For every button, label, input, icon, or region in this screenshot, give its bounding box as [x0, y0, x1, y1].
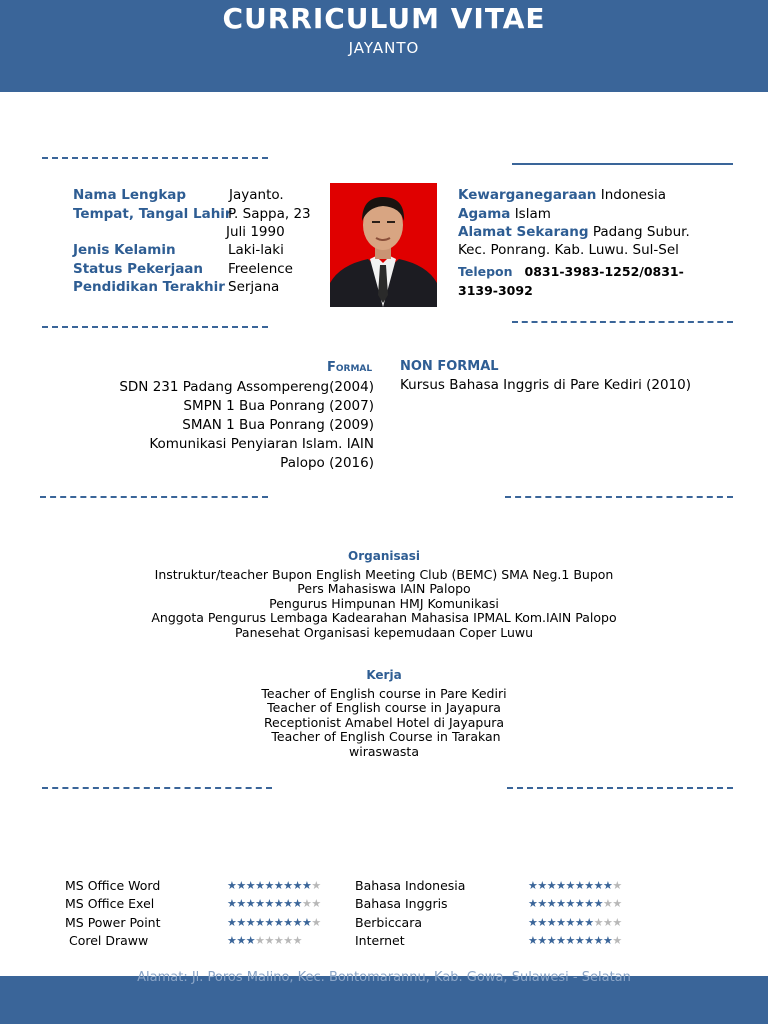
- star-filled-icon: ★: [283, 916, 293, 929]
- star-filled-icon: ★: [273, 916, 284, 929]
- star-filled-icon: ★: [593, 934, 603, 947]
- list-item: Pengurus Himpunan HMJ Komunikasi: [269, 595, 499, 611]
- star-empty-icon: ★: [612, 897, 622, 910]
- star-filled-icon: ★: [537, 879, 547, 892]
- list-item: SMAN 1 Bua Ponrang (2009): [182, 417, 374, 433]
- star-empty-icon: ★: [612, 879, 622, 892]
- footer-banner: [0, 970, 768, 1024]
- label-gender: Jenis Kelamin: [73, 242, 176, 258]
- star-empty-icon: ★: [311, 916, 321, 929]
- skill-name: Corel Draww: [65, 933, 149, 948]
- list-item: wiraswasta: [349, 743, 419, 759]
- nonformal-heading: NON FORMAL: [400, 359, 499, 374]
- star-filled-icon: ★: [302, 879, 312, 892]
- section-divider: [512, 163, 733, 165]
- star-empty-icon: ★: [593, 916, 603, 929]
- organisasi-section: [0, 549, 768, 641]
- star-filled-icon: ★: [283, 879, 293, 892]
- star-filled-icon: ★: [255, 879, 265, 892]
- header-banner: [0, 0, 768, 92]
- star-filled-icon: ★: [236, 879, 246, 892]
- star-filled-icon: ★: [584, 934, 594, 947]
- value-birth-date: Juli 1990: [226, 224, 285, 240]
- star-filled-icon: ★: [255, 897, 265, 910]
- list-item: Teacher of English course in Pare Kediri: [261, 685, 507, 701]
- list-item: Panesehat Organisasi kepemudaan Coper Luwu: [234, 624, 534, 640]
- star-filled-icon: ★: [565, 897, 575, 910]
- star-filled-icon: ★: [565, 879, 575, 892]
- star-empty-icon: ★: [264, 934, 274, 947]
- skill-name: MS Power Point: [65, 915, 161, 930]
- section-divider: [505, 496, 733, 498]
- star-filled-icon: ★: [292, 879, 302, 892]
- star-filled-icon: ★: [593, 897, 603, 910]
- star-empty-icon: ★: [311, 879, 321, 892]
- star-filled-icon: ★: [273, 879, 284, 892]
- list-item: Instruktur/teacher Bupon English Meeting Club (BEMC) SMA Neg.1 Bupon: [154, 566, 614, 582]
- star-filled-icon: ★: [556, 934, 566, 947]
- star-empty-icon: ★: [612, 934, 622, 947]
- star-filled-icon: ★: [227, 934, 237, 947]
- organisasi-heading: Organisasi: [348, 549, 420, 563]
- section-divider: [42, 787, 272, 789]
- star-filled-icon: ★: [546, 897, 557, 910]
- list-item: Komunikasi Penyiaran Islam. IAIN: [149, 436, 374, 452]
- skill-name: Berbiccara: [355, 915, 423, 930]
- star-empty-icon: ★: [311, 897, 321, 910]
- person-name: JAYANTO: [348, 39, 420, 57]
- section-divider: [507, 787, 733, 789]
- value-job-status: Freelence: [228, 261, 293, 277]
- value-full-name: Jayanto.: [229, 187, 284, 203]
- star-empty-icon: ★: [603, 897, 613, 910]
- list-item: Anggota Pengurus Lembaga Kadearahan Mahasisa IPMAL Kom.IAIN Palopo: [151, 610, 617, 626]
- star-filled-icon: ★: [283, 897, 293, 910]
- list-item: Pers Mahasiswa IAIN Palopo: [297, 581, 471, 597]
- star-filled-icon: ★: [556, 897, 566, 910]
- star-filled-icon: ★: [245, 879, 256, 892]
- label-full-name: Nama Lengkap: [73, 187, 187, 203]
- section-divider: [40, 496, 268, 498]
- skill-name: Bahasa Indonesia: [355, 878, 466, 893]
- label-address: Alamat Sekarang: [458, 224, 589, 240]
- star-filled-icon: ★: [273, 897, 284, 910]
- value-birth-place: P. Sappa, 23: [228, 206, 311, 222]
- rating-stars: [227, 916, 321, 929]
- star-filled-icon: ★: [245, 897, 256, 910]
- value-gender: Laki-laki: [228, 242, 284, 258]
- kerja-section: [0, 668, 768, 760]
- star-filled-icon: ★: [292, 897, 302, 910]
- star-filled-icon: ★: [603, 879, 613, 892]
- star-filled-icon: ★: [584, 916, 594, 929]
- star-filled-icon: ★: [245, 916, 256, 929]
- label-phone: Telepon: [458, 264, 513, 279]
- skill-name: Internet: [355, 933, 405, 948]
- star-empty-icon: ★: [612, 916, 622, 929]
- nationality-line: [458, 187, 666, 203]
- star-filled-icon: ★: [264, 916, 274, 929]
- star-empty-icon: ★: [302, 897, 312, 910]
- value-religion: Islam: [514, 206, 551, 222]
- star-filled-icon: ★: [556, 916, 566, 929]
- star-filled-icon: ★: [292, 916, 302, 929]
- star-filled-icon: ★: [227, 897, 237, 910]
- star-filled-icon: ★: [528, 934, 538, 947]
- list-item: Teacher of English course in Jayapura: [267, 700, 501, 716]
- value-nationality: Indonesia: [600, 187, 667, 203]
- star-filled-icon: ★: [546, 934, 557, 947]
- list-item: Palopo (2016): [280, 455, 374, 471]
- label-education: Pendidikan Terakhir: [73, 279, 225, 295]
- star-filled-icon: ★: [245, 934, 256, 947]
- rating-stars: [227, 897, 321, 910]
- star-filled-icon: ★: [584, 897, 594, 910]
- value-phone-1: 0831-3983-1252/0831-: [524, 264, 684, 279]
- label-religion: Agama: [458, 206, 511, 222]
- star-filled-icon: ★: [227, 879, 237, 892]
- skill-name: MS Office Exel: [65, 896, 155, 911]
- list-item: Teacher of English Course in Tarakan: [267, 729, 501, 745]
- value-phone-2: 3139-3092: [458, 283, 533, 298]
- rating-stars: [227, 879, 321, 892]
- star-filled-icon: ★: [227, 916, 237, 929]
- phone-line: [458, 264, 684, 279]
- star-filled-icon: ★: [546, 879, 557, 892]
- star-filled-icon: ★: [537, 897, 547, 910]
- rating-stars: [528, 879, 622, 892]
- star-filled-icon: ★: [236, 897, 246, 910]
- star-empty-icon: ★: [292, 934, 302, 947]
- profile-photo: [330, 183, 437, 307]
- footer-address: Alamat: Jl. Poros Malino, Kec. Bontomarannu, Kab. Gowa, Sulawesi - Selatan: [137, 970, 631, 985]
- kerja-heading: Kerja: [366, 668, 402, 682]
- star-filled-icon: ★: [537, 934, 547, 947]
- star-filled-icon: ★: [574, 879, 585, 892]
- star-filled-icon: ★: [546, 916, 557, 929]
- star-filled-icon: ★: [302, 916, 312, 929]
- formal-heading: Formal: [327, 360, 373, 375]
- list-item: SMPN 1 Bua Ponrang (2007): [183, 398, 374, 414]
- section-divider: [512, 321, 733, 323]
- skill-name: MS Office Word: [65, 878, 161, 893]
- rating-stars: [528, 916, 622, 929]
- section-divider: [42, 157, 268, 159]
- rating-stars: [227, 934, 302, 947]
- star-filled-icon: ★: [528, 879, 538, 892]
- star-filled-icon: ★: [236, 916, 246, 929]
- star-filled-icon: ★: [603, 934, 613, 947]
- star-filled-icon: ★: [565, 916, 575, 929]
- label-nationality: Kewarganegaraan: [458, 187, 597, 203]
- star-empty-icon: ★: [255, 934, 265, 947]
- skill-name: Bahasa Inggris: [355, 896, 448, 911]
- nonformal-item: Kursus Bahasa Inggris di Pare Kediri (2010): [400, 377, 692, 393]
- label-job-status: Status Pekerjaan: [73, 261, 204, 277]
- star-empty-icon: ★: [283, 934, 293, 947]
- list-item: SDN 231 Padang Assompereng(2004): [119, 379, 374, 395]
- star-filled-icon: ★: [593, 879, 603, 892]
- value-address-1: Padang Subur.: [592, 224, 690, 240]
- star-filled-icon: ★: [528, 916, 538, 929]
- star-filled-icon: ★: [556, 879, 566, 892]
- star-filled-icon: ★: [255, 916, 265, 929]
- value-address-2: Kec. Ponrang. Kab. Luwu. Sul-Sel: [458, 242, 679, 258]
- star-empty-icon: ★: [603, 916, 613, 929]
- value-education: Serjana: [228, 279, 280, 295]
- section-divider: [42, 326, 268, 328]
- star-filled-icon: ★: [236, 934, 246, 947]
- star-filled-icon: ★: [574, 916, 585, 929]
- star-filled-icon: ★: [574, 897, 585, 910]
- address-line: [458, 224, 690, 240]
- list-item: Receptionist Amabel Hotel di Jayapura: [263, 714, 505, 730]
- star-filled-icon: ★: [264, 879, 274, 892]
- star-filled-icon: ★: [528, 897, 538, 910]
- rating-stars: [528, 897, 622, 910]
- star-filled-icon: ★: [264, 897, 274, 910]
- star-filled-icon: ★: [584, 879, 594, 892]
- page-title: CURRICULUM VITAE: [222, 2, 546, 35]
- label-birth: Tempat, Tangal Lahir: [73, 206, 232, 222]
- rating-stars: [528, 934, 622, 947]
- star-filled-icon: ★: [574, 934, 585, 947]
- star-filled-icon: ★: [565, 934, 575, 947]
- religion-line: [458, 206, 551, 222]
- star-filled-icon: ★: [537, 916, 547, 929]
- star-empty-icon: ★: [273, 934, 284, 947]
- formal-education-list: [74, 378, 374, 473]
